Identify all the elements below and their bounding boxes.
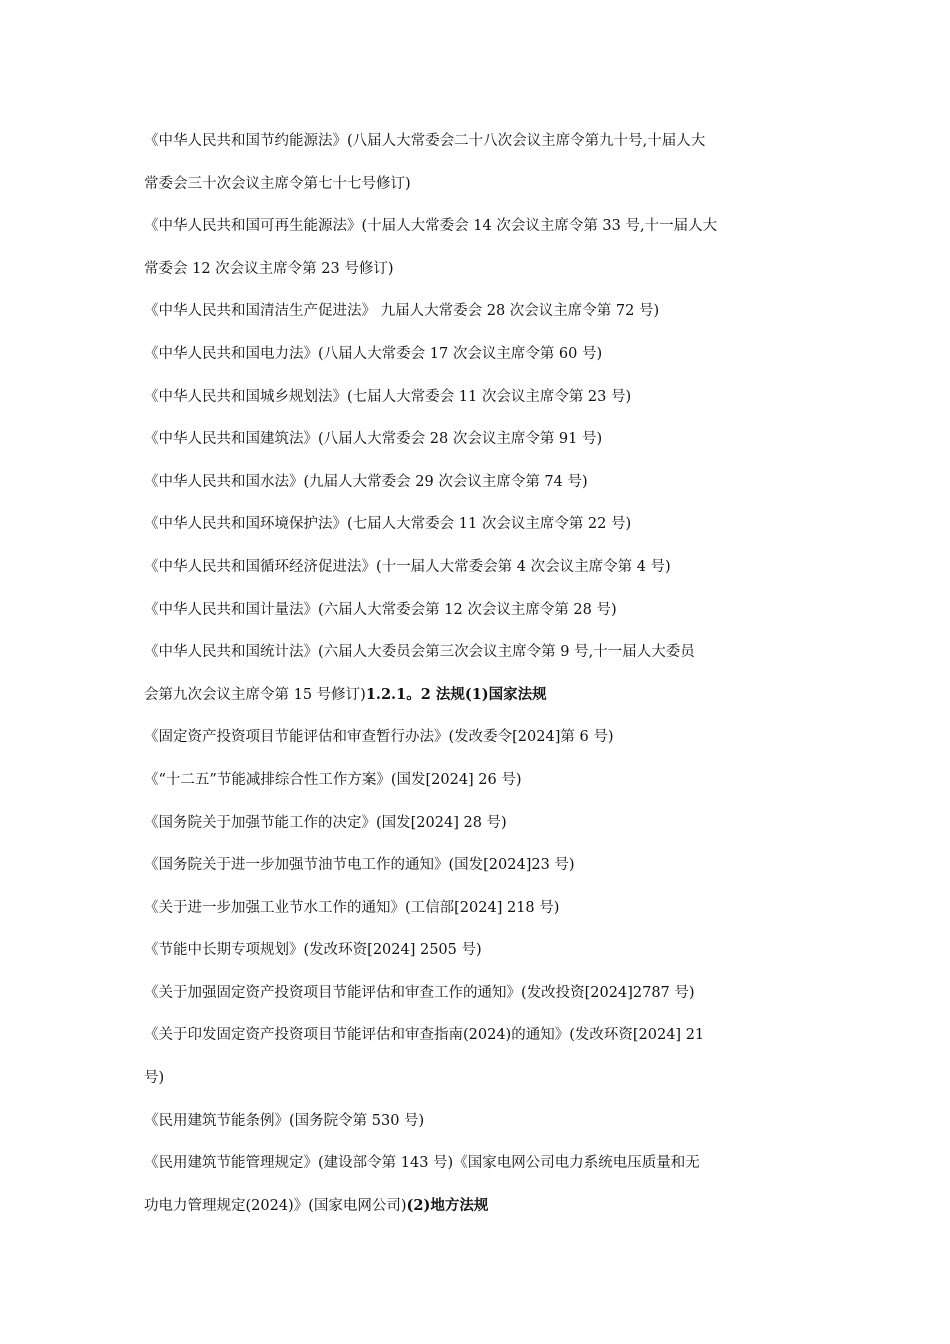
text-line: 《固定资产投资项目节能评估和审查暂行办法》(发改委令[2024]第 6 号): [144, 729, 614, 746]
text-line: 《关于加强固定资产投资项目节能评估和审查工作的通知》(发改投资[2024]2787 号): [144, 984, 695, 1001]
text-line: 《中华人民共和国建筑法》(八届人大常委会 28 次会议主席令第 91 号): [144, 431, 603, 448]
text-line: [144, 674, 808, 717]
text-line: 《中华人民共和国清洁生产促进法》 九届人大常委会 28 次会议主席令第 72 号): [144, 303, 660, 320]
text-line: 《中华人民共和国水法》(九届人大常委会 29 次会议主席令第 74 号): [144, 473, 588, 490]
text-line: 《中华人民共和国环境保护法》(七届人大常委会 11 次会议主席令第 22 号): [144, 516, 632, 533]
document-page: [144, 120, 808, 1227]
text-line: 《中华人民共和国电力法》(八届人大常委会 17 次会议主席令第 60 号): [144, 345, 603, 362]
text-line: 《中华人民共和国城乡规划法》(七届人大常委会 11 次会议主席令第 23 号): [144, 388, 632, 405]
text-line: 《“十二五”节能减排综合性工作方案》(国发[2024] 26 号): [144, 771, 522, 788]
section-heading: (2)地方法规: [406, 1196, 489, 1214]
text-line: 《中华人民共和国节约能源法》(八届人大常委会二十八次会议主席令第九十号,十届人大: [144, 133, 706, 149]
text-line: 《中华人民共和国可再生能源法》(十届人大常委会 14 次会议主席令第 33 号,十一届人大: [144, 218, 718, 235]
text-line: 常委会三十次会议主席令第七十七号修订): [144, 175, 411, 192]
text-line: 《中华人民共和国统计法》(六届人大委员会第三次会议主席令第 9 号,十一届人大委员: [144, 644, 695, 661]
text-line: [144, 1185, 808, 1228]
text-line: 《国务院关于进一步加强节油节电工作的通知》(国发[2024]23 号): [144, 857, 575, 874]
section-heading: 1.2.1。2 法规(1)国家法规: [365, 685, 547, 703]
text-line: 《关于进一步加强工业节水工作的通知》(工信部[2024] 218 号): [144, 899, 560, 916]
text-line: 《关于印发固定资产投资项目节能评估和审查指南(2024)的通知》(发改环资[2024] 21: [144, 1027, 705, 1044]
line-text: 会第九次会议主席令第 15 号修订): [144, 686, 366, 703]
text-line: 《民用建筑节能管理规定》(建设部令第 143 号)《国家电网公司电力系统电压质量和无: [144, 1155, 700, 1172]
line-text: 功电力管理规定(2024)》(国家电网公司): [144, 1197, 407, 1214]
text-line: 号): [144, 1070, 165, 1087]
text-line: 《中华人民共和国计量法》(六届人大常委会第 12 次会议主席令第 28 号): [144, 601, 617, 618]
text-line: 常委会 12 次会议主席令第 23 号修订): [144, 260, 394, 277]
text-line: 《民用建筑节能条例》(国务院令第 530 号): [144, 1112, 425, 1129]
text-line: 《国务院关于加强节能工作的决定》(国发[2024] 28 号): [144, 814, 507, 831]
text-line: 《中华人民共和国循环经济促进法》(十一届人大常委会第 4 次会议主席令第 4 号): [144, 558, 671, 575]
text-line: 《节能中长期专项规划》(发改环资[2024] 2505 号): [144, 942, 482, 959]
